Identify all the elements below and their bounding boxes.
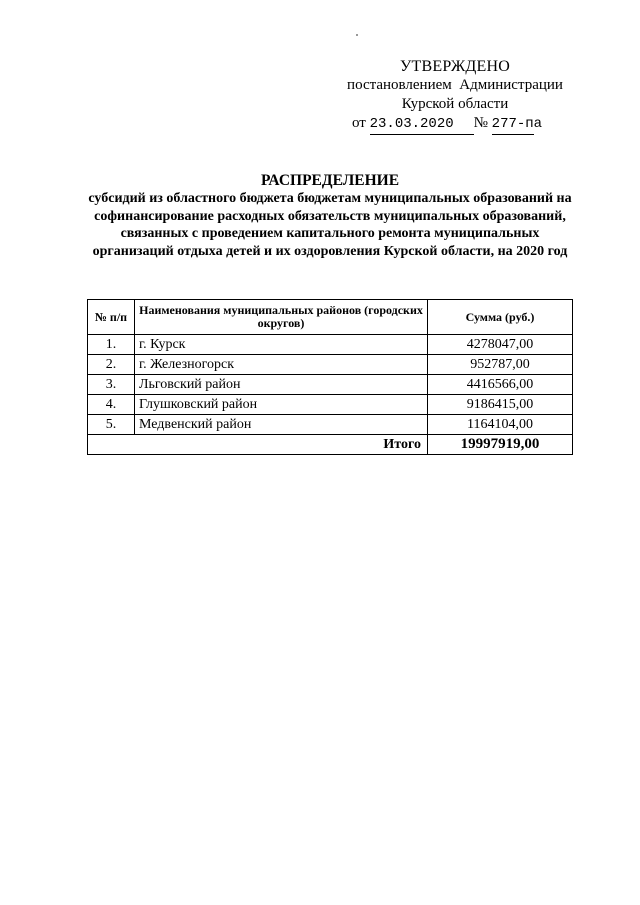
row-sum: 4416566,00 <box>428 375 573 395</box>
approval-line-1: постановлением Администрации <box>347 77 563 93</box>
row-name: Глушковский район <box>135 395 428 415</box>
scan-speck <box>356 34 358 36</box>
table-row <box>88 355 573 375</box>
total-label: Итого <box>135 435 428 455</box>
approval-date: 23.03.2020 <box>370 115 474 135</box>
approval-number: 277-па <box>492 115 534 135</box>
row-name: г. Железногорск <box>135 355 428 375</box>
total-row <box>88 435 573 455</box>
approval-stamp <box>330 57 580 135</box>
table-row <box>88 335 573 355</box>
table-row <box>88 395 573 415</box>
table-row <box>88 415 573 435</box>
row-name: г. Курск <box>135 335 428 355</box>
document-heading <box>80 172 580 260</box>
row-num: 2. <box>88 355 135 375</box>
table-header-row <box>88 300 573 335</box>
header-sum: Сумма (руб.) <box>428 300 573 335</box>
number-prefix: № <box>473 115 488 131</box>
document-subtitle: субсидий из областного бюджета бюджетам муниципальных образований на софинансирование расходных обязательств муниципальных образований, связанных с проведением капитального ремонта муниципальных организаций отдыха детей и их оздоровления Курской области, на 2020 год <box>88 191 572 259</box>
row-num: 1. <box>88 335 135 355</box>
table-row <box>88 375 573 395</box>
approval-line-2: Курской области <box>401 96 509 112</box>
document-title: РАСПРЕДЕЛЕНИЕ <box>260 172 400 189</box>
date-prefix: от <box>352 115 366 131</box>
row-sum: 952787,00 <box>428 355 573 375</box>
total-empty-cell <box>88 435 135 455</box>
row-num: 5. <box>88 415 135 435</box>
approval-date-line <box>330 114 580 135</box>
row-num: 3. <box>88 375 135 395</box>
total-sum: 19997919,00 <box>428 435 573 455</box>
distribution-table <box>87 299 573 455</box>
row-sum: 1164104,00 <box>428 415 573 435</box>
row-sum: 9186415,00 <box>428 395 573 415</box>
header-num: № п/п <box>88 300 135 335</box>
approval-title: УТВЕРЖДЕНО <box>399 58 510 75</box>
row-name: Льговский район <box>135 375 428 395</box>
row-name: Медвенский район <box>135 415 428 435</box>
header-name: Наименования муниципальных районов (городских округов) <box>135 300 428 335</box>
row-sum: 4278047,00 <box>428 335 573 355</box>
row-num: 4. <box>88 395 135 415</box>
